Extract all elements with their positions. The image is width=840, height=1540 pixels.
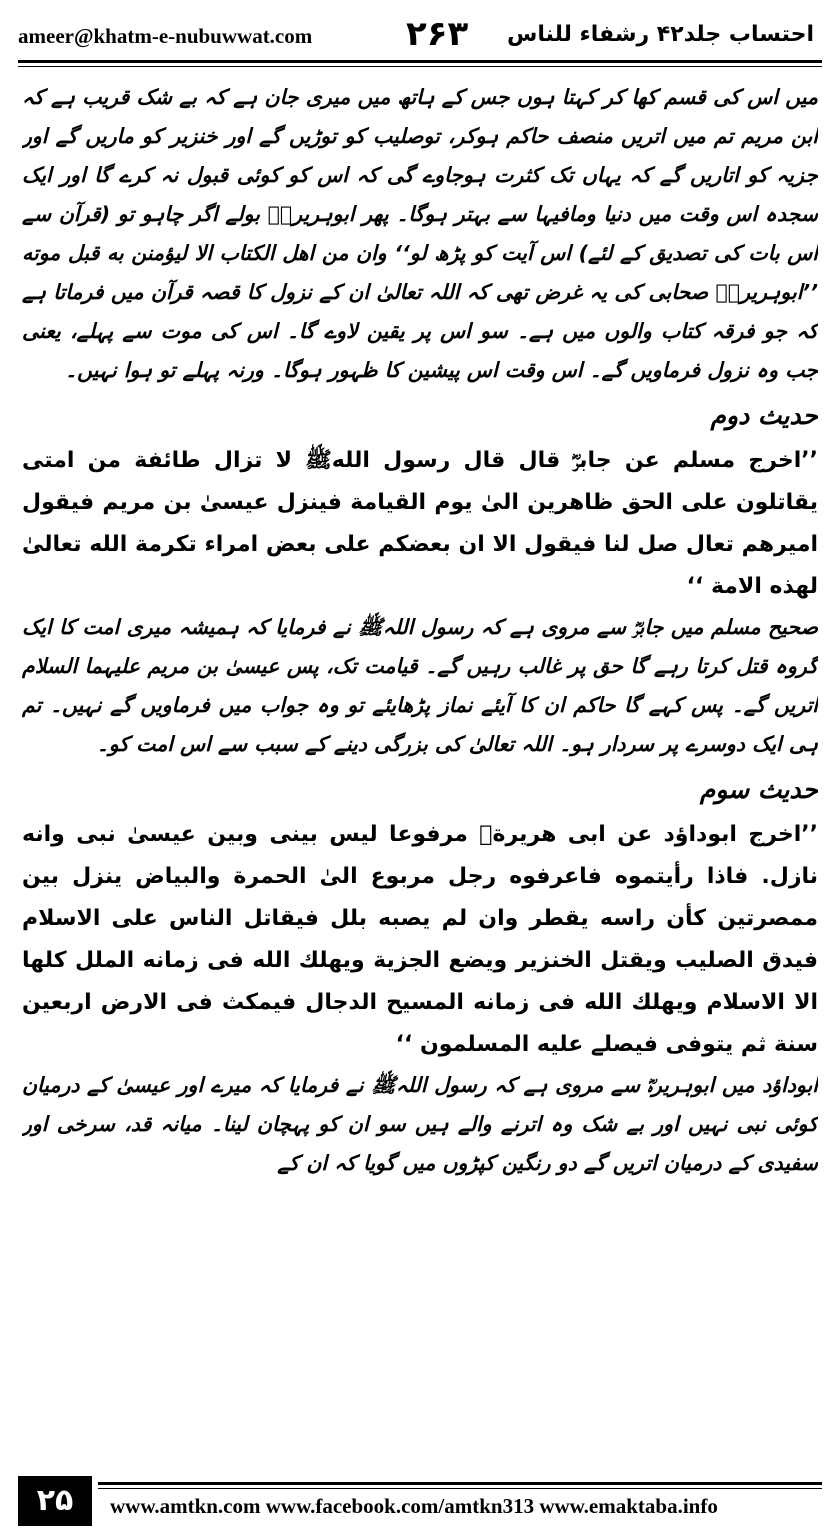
footer-folio: ۲۵ — [18, 1476, 92, 1526]
heading-hadith-2: حدیث دوم — [710, 401, 818, 430]
heading-hadith-3: حدیث سوم — [699, 775, 818, 804]
urdu-translation-3: ابوداؤد میں ابوہریرہؓ سے مروی ہے کہ رسول اللہﷺ نے فرمایا کہ میرے اور عیسیٰ کے درمیان کوئی نبی نہیں اور بے شک وہ اترنے والے ہیں سو ان کو پہچان لینا۔ میانہ قد، سرخی اور سفیدی کے درمیان اتریں گے دو رنگین کپڑوں میں گویا کہ ان کے — [22, 1073, 818, 1175]
header-page-number: ۲۶۳ — [406, 14, 469, 54]
footer-rule-thin — [98, 1488, 822, 1489]
page-header — [18, 14, 822, 58]
arabic-hadith-3: ’’اخرج ابوداؤد عن ابى هريرةؓ مرفوعا ليس بينى وبين عيسىٰ نبى وانه نازل. فاذا رأيتموه فاعرفوه رجل مربوع الىٰ الحمرة والبياض ينزل بين ممصرتين كأن راسه يقطر وان لم يصبه بلل فيقاتل الناس على الاسلام فيدق الصليب ويقتل الخنزير ويضع الجزية ويهلك الله فى زمانه الملل كلها الا الاسلام ويهلك الله فى زمانه المسيح الدجال فيمكث فى الارض اربعين سنة ثم يتوفى فيصلے عليه المسلمون ‘‘ — [22, 822, 818, 1057]
page-footer — [18, 1482, 822, 1528]
header-rule — [18, 60, 822, 63]
footer-rule — [98, 1482, 822, 1485]
paragraph-1: میں اس کی قسم کھا کر کہتا ہوں جس کے ہاتھ میں میری جان ہے کہ بے شک قریب ہے کہ ابن مریم تم میں اتریں منصف حاکم ہوکر، توصلیب کو توڑیں گے اور خنزیر کو ماریں گے اور جزیہ کو اتاریں گے کہ یہاں تک کثرت ہوجاوے گی کہ اس کو کوئی قبول نہ کرے گا اور ایک سجدہ اس وقت میں دنیا ومافیہا سے بہتر ہوگا۔ پھر ابوہریرہؓ بولے اگر چاہو تو (قرآن سے اس بات کی تصدیق کے لئے) اس آیت کو پڑھ لو‘‘ وان من اهل الكتاب الا ليؤمنن به قبل موته ’’ابوہریرہؓ صحابی کی یہ غرض تھی کہ اللہ تعالیٰ ان کے نزول کا قصہ قرآن میں فرماتا ہے کہ جو فرقہ کتاب والوں میں ہے۔ سو اس پر یقین لاوے گا۔ اس کی موت سے پہلے، یعنی جب وہ نزول فرماویں گے۔ اس وقت اس پیشین کا ظہور ہوگا۔ ورنہ پہلے تو ہوا نہیں۔ — [22, 85, 818, 382]
header-email: ameer@khatm-e-nubuwwat.com — [18, 24, 313, 48]
arabic-hadith-2: ’’اخرج مسلم عن جابرؓ قال قال رسول اللهﷺ لا تزال طائفة من امتى يقاتلون على الحق ظاهرين الىٰ يوم القيامة فينزل عيسىٰ بن مريم فيقول اميرهم تعال صل لنا فيقول الا ان بعضكم على بعض امراء تكرمة الله تعالىٰ لهذه الامة ‘‘ — [22, 448, 818, 599]
page-body — [22, 78, 818, 1470]
header-running-title: احتساب جلد۴۲ رشفاء للناس — [506, 22, 814, 47]
header-rule-thin — [18, 66, 822, 67]
urdu-translation-2: صحیح مسلم میں جابرؓ سے مروی ہے کہ رسول اللہﷺ نے فرمایا کہ ہمیشہ میری امت کا ایک گروہ قتل کرتا رہے گا حق پر غالب رہیں گے۔ قیامت تک، پس عیسیٰ بن مریم علیہما السلام اتریں گے۔ پس کہے گا حاکم ان کا آیئے نماز پڑھایئے تو وہ جواب میں فرماویں گے نہیں۔ تم ہی ایک دوسرے پر سردار ہو۔ اللہ تعالیٰ کی بزرگی دینے کے سبب سے اس امت کو۔ — [22, 615, 818, 756]
footer-urls: www.amtkn.com www.facebook.com/amtkn313 www.emaktaba.info — [110, 1494, 718, 1518]
